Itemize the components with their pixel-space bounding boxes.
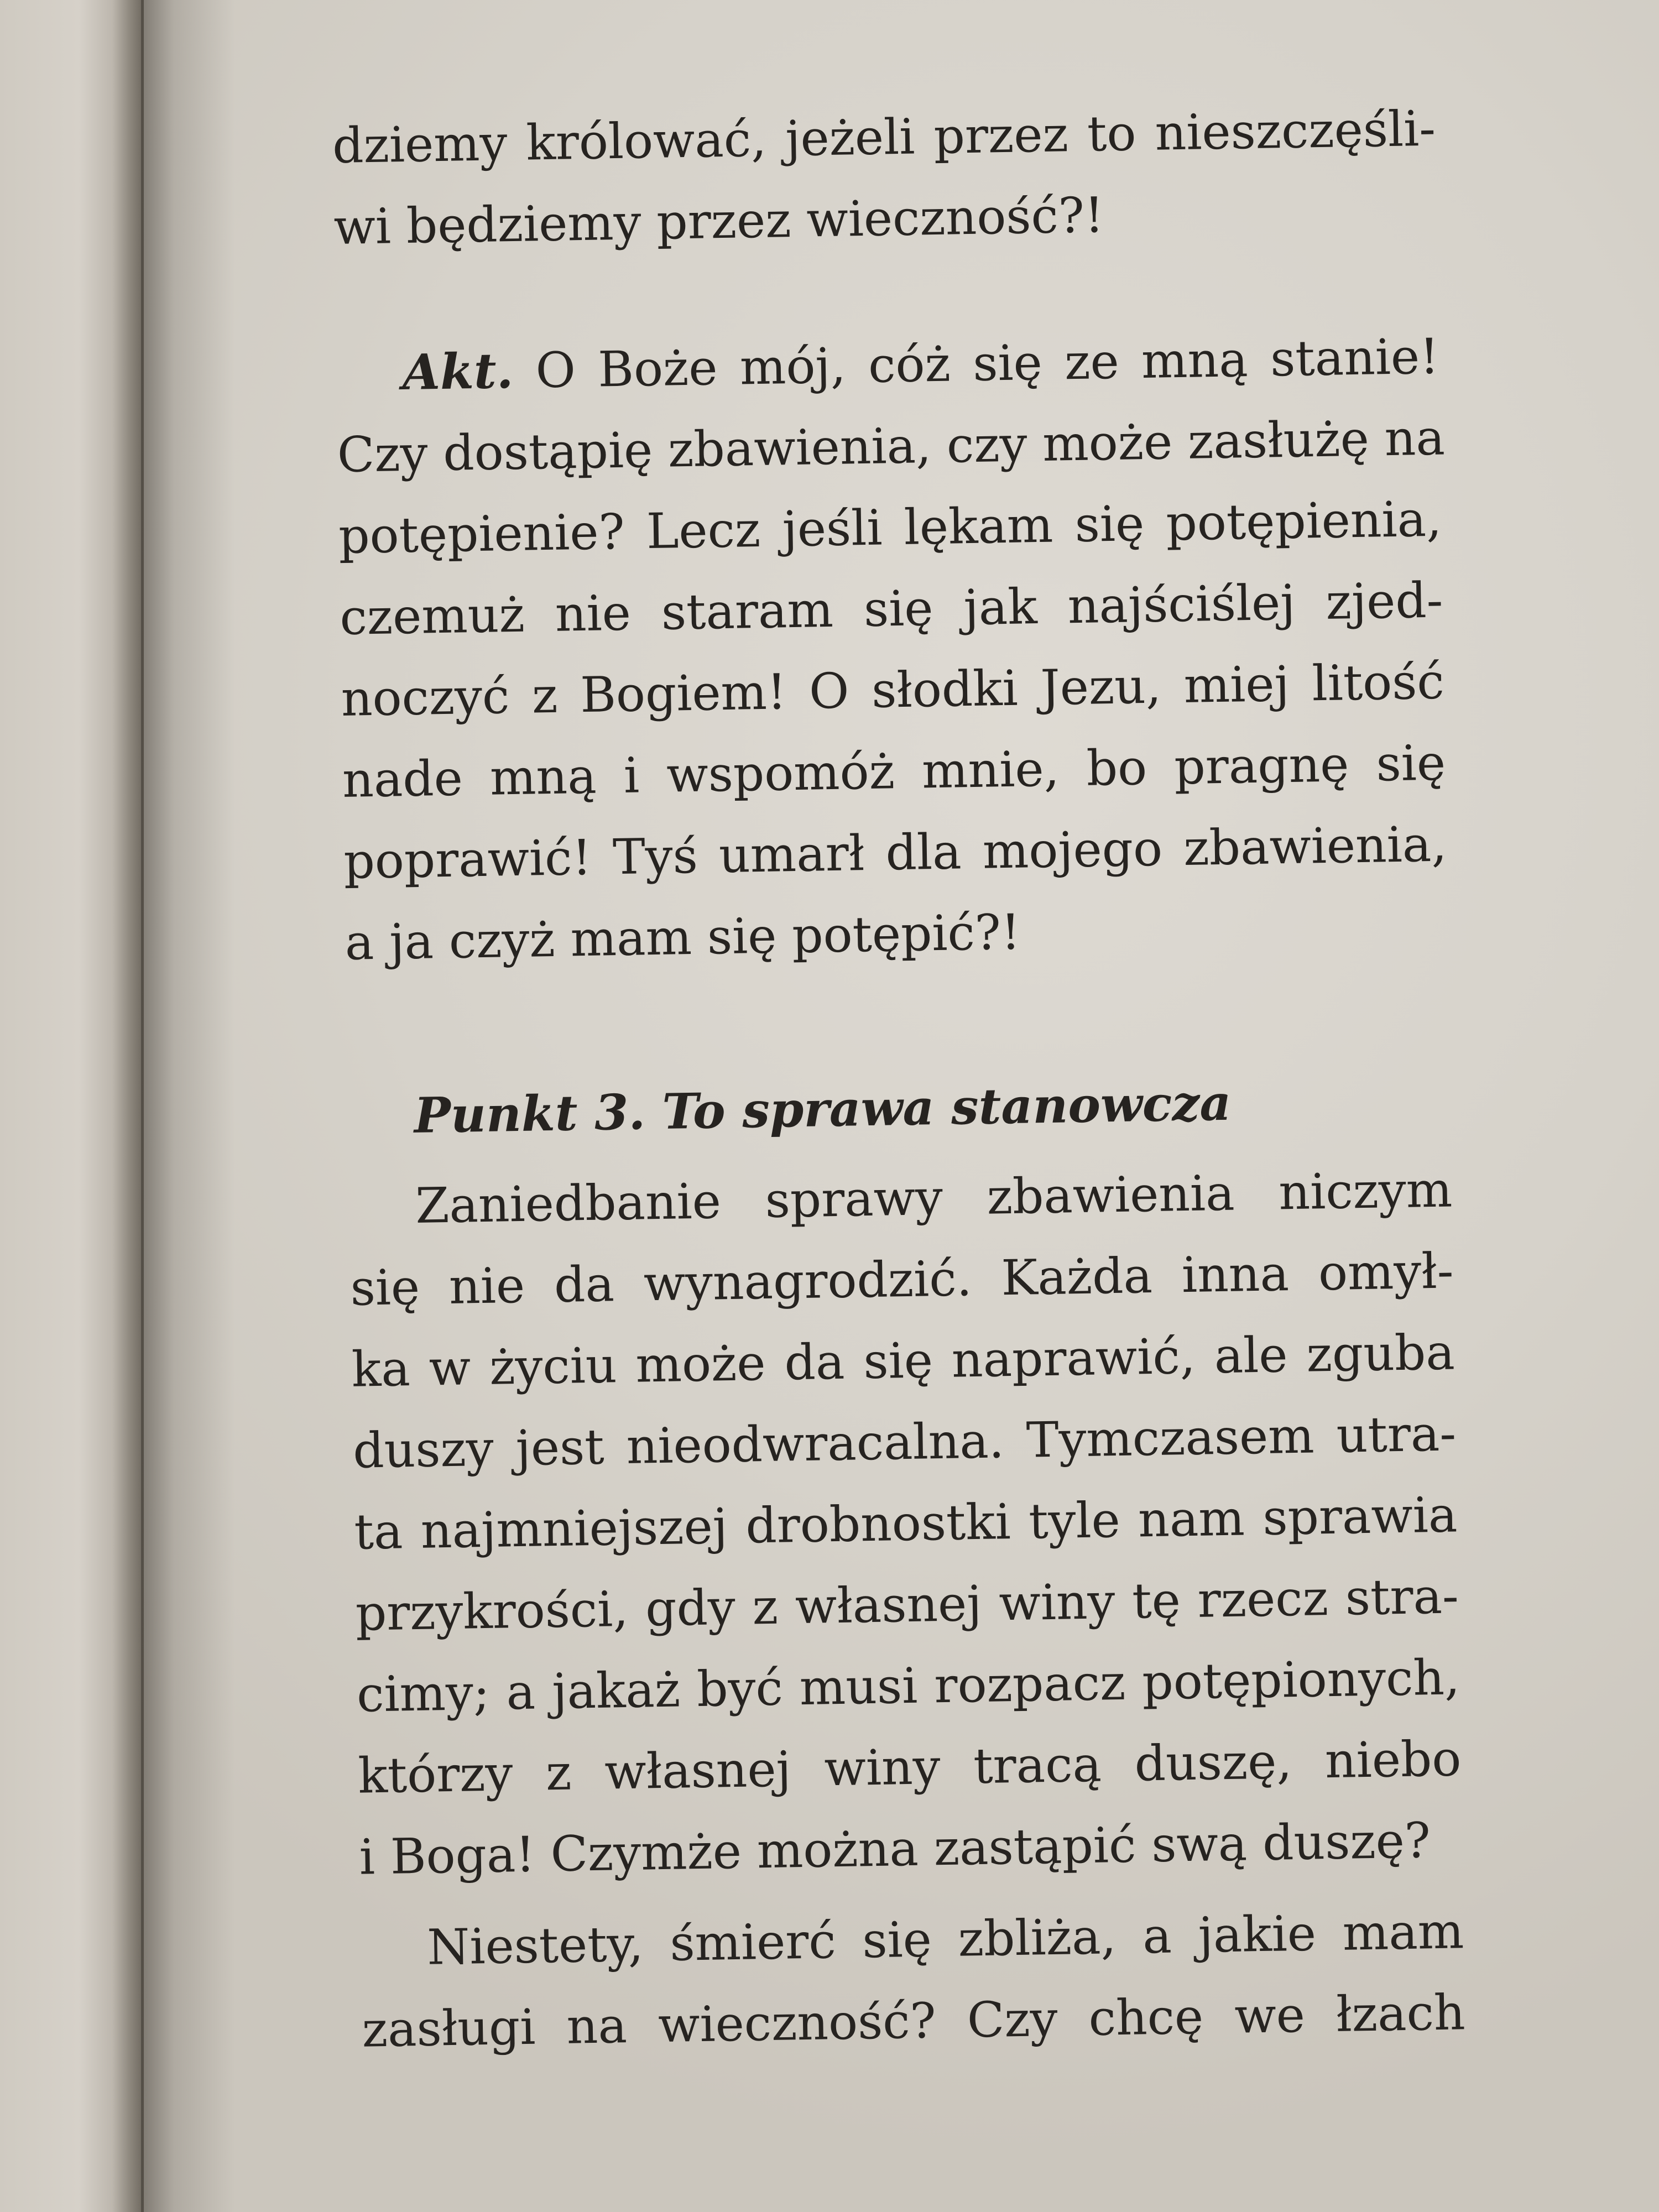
text-line: i Boga! Czymże można zastąpić swą duszę? bbox=[358, 1812, 1431, 1886]
text-line: potępienie? Lecz jeśli lękam się potępienia, bbox=[338, 490, 1442, 565]
paragraph-main bbox=[348, 1149, 1463, 1897]
text-line-rest: O Boże mój, cóż się ze mną stanie! bbox=[513, 327, 1440, 399]
page-text-block bbox=[332, 88, 1466, 2070]
text-line: poprawić! Tyś umarł dla mojego zbawienia, bbox=[343, 815, 1448, 890]
text-line: zasługi na wieczność? Czy chcę we łzach bbox=[361, 1984, 1466, 2058]
text-line: dziemy królować, jeżeli przez to nieszczęśli- bbox=[332, 100, 1436, 174]
paragraph-akt bbox=[335, 316, 1448, 983]
text-line: ta najmniejszej drobnostki tyle nam sprawia bbox=[353, 1486, 1458, 1561]
text-line: się nie da wynagrodzić. Każda inna omył- bbox=[349, 1242, 1454, 1317]
text-line: czemuż nie staram się jak najściślej zjed- bbox=[339, 571, 1444, 646]
paragraph-continuation bbox=[332, 88, 1437, 268]
text-line: przykrości, gdy z własnej winy tę rzecz stra- bbox=[355, 1567, 1459, 1642]
text-line: Czy dostąpię zbawienia, czy może zasłużę na bbox=[337, 409, 1446, 483]
paragraph-final bbox=[360, 1890, 1465, 2070]
text-line: wi będziemy przez wieczność?! bbox=[333, 186, 1105, 255]
binding-gutter-shadow bbox=[141, 0, 235, 2212]
text-line: ka w życiu może da się naprawić, ale zguba bbox=[351, 1323, 1455, 1398]
text-line: Niestety, śmierć się zbliża, a jakie mam bbox=[426, 1902, 1464, 1976]
text-line: którzy z własnej winy tracą duszę, niebo bbox=[357, 1730, 1462, 1804]
text-line: cimy; a jakaż być musi rozpacz potępionych, bbox=[356, 1648, 1460, 1723]
text-line: Zaniedbanie sprawy zbawienia niczym bbox=[415, 1161, 1453, 1234]
facing-page-edge bbox=[0, 0, 144, 2212]
text-line: duszy jest nieodwracalna. Tymczasem utra- bbox=[352, 1405, 1457, 1479]
text-line: noczyć z Bogiem! O słodki Jezu, miej litość bbox=[341, 653, 1445, 727]
section-heading: Punkt 3. To sprawa stanowcza bbox=[413, 1073, 1232, 1144]
text-line: a ja czyż mam się potępić?! bbox=[344, 903, 1021, 971]
akt-label: Akt. bbox=[401, 341, 514, 401]
text-line: nade mną i wspomóż mnie, bo pragnę się bbox=[342, 734, 1446, 808]
